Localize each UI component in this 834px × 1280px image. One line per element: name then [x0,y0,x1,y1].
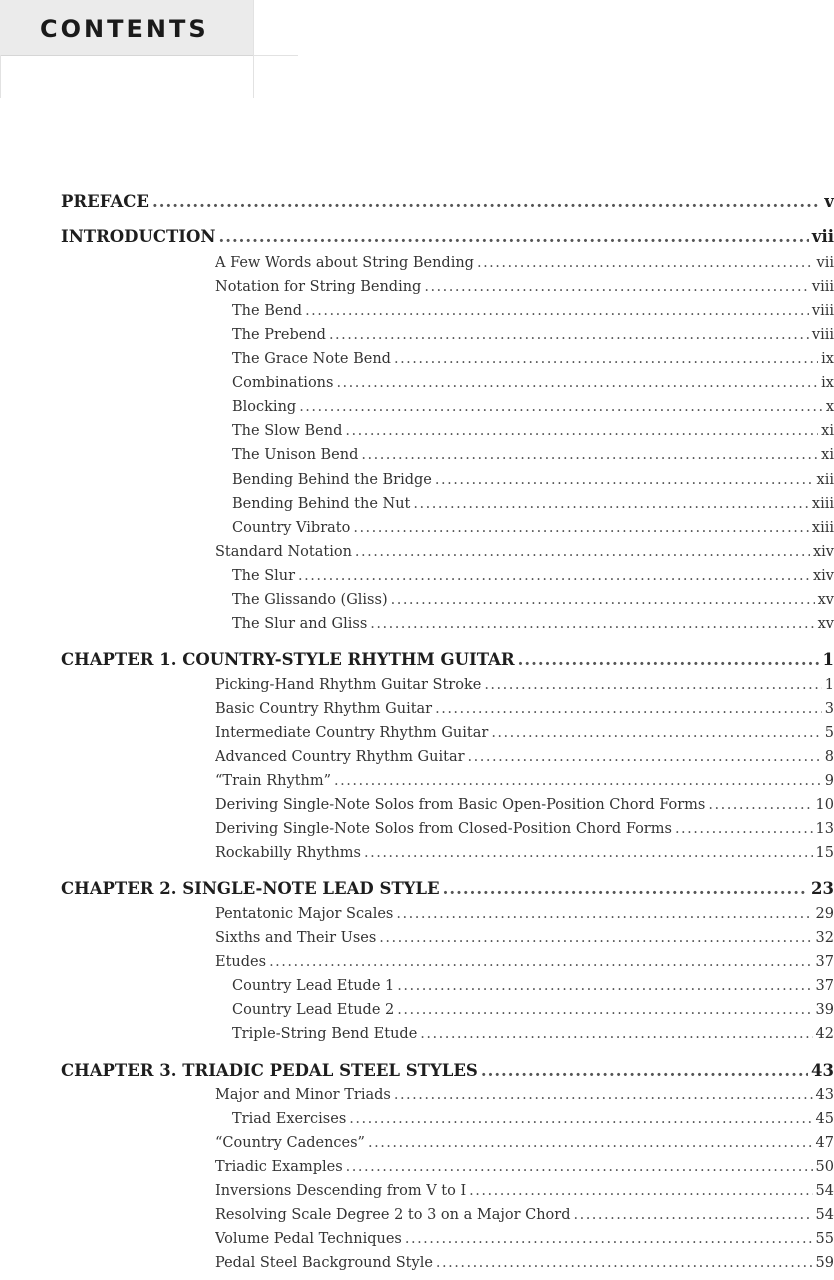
toc-entry-title: Deriving Single-Note Solos from Closed-Position Chord Forms [215,821,672,837]
toc-entry-title: Picking-Hand Rhythm Guitar Stroke [215,677,482,693]
toc-page-number: 13 [815,821,834,837]
dot-leader [518,650,820,669]
dot-leader [370,616,814,632]
dot-leader [397,1002,812,1018]
dot-leader [481,1061,808,1080]
dot-leader [299,399,823,415]
toc-page-number: 15 [815,845,834,861]
toc-entry-title: Bending Behind the Nut [232,496,411,512]
toc-entry-title: Pedal Steel Background Style [215,1255,433,1271]
toc-entry-title: INTRODUCTION [61,227,216,246]
toc-page-number: 1 [824,677,834,693]
dot-leader [361,447,818,463]
toc-page-number: 59 [815,1255,834,1271]
toc-page-number: xii [816,472,834,488]
dot-leader [435,701,822,717]
dot-leader [468,749,822,765]
toc-chapter-entry[interactable] [61,192,834,211]
toc-page-number: viii [811,327,834,343]
dot-leader [394,1087,813,1103]
toc-page-number: 47 [815,1135,834,1151]
page-title: CONTENTS [40,15,209,43]
dot-leader [484,677,821,693]
toc-section-entry[interactable] [215,821,834,837]
dot-leader [368,1135,813,1151]
toc-section-entry[interactable] [215,906,834,922]
dot-leader [336,375,818,391]
toc-page-number: 32 [815,930,834,946]
toc-entry-title: Resolving Scale Degree 2 to 3 on a Major Chord [215,1207,571,1223]
toc-entry-title: CHAPTER 2. SINGLE-NOTE LEAD STYLE [61,879,440,898]
toc-entry-title: A Few Words about String Bending [215,255,474,271]
toc-subsection-entry[interactable] [232,568,834,584]
toc-subsection-entry[interactable] [232,496,834,512]
toc-subsection-entry[interactable] [232,1026,834,1042]
toc-chapter-entry[interactable] [61,1061,834,1080]
toc-page-number: 43 [815,1087,834,1103]
toc-entry-title: The Prebend [232,327,326,343]
toc-page-number: vii [816,255,834,271]
dot-leader [364,845,813,861]
dot-leader [405,1231,813,1247]
toc-entry-title: Sixths and Their Uses [215,930,377,946]
toc-entry-title: The Slur and Gliss [232,616,368,632]
toc-entry-title: Triple-String Bend Etude [232,1026,418,1042]
toc-subsection-entry[interactable] [232,399,834,415]
toc-entry-title: Rockabilly Rhythms [215,845,361,861]
toc-page-number: ix [821,375,834,391]
toc-subsection-entry[interactable] [232,520,834,536]
toc-section-entry[interactable] [215,749,834,765]
toc-section-entry[interactable] [215,701,834,717]
toc-chapter-entry[interactable] [61,227,834,246]
toc-entry-title: The Unison Bend [232,447,359,463]
toc-page-number: 45 [815,1111,834,1127]
toc-entry-title: The Slow Bend [232,423,343,439]
toc-entry-title: PREFACE [61,192,149,211]
toc-section-entry[interactable] [215,1159,834,1175]
toc-subsection-entry[interactable] [232,447,834,463]
dot-leader [353,520,809,536]
toc-section-entry[interactable] [215,930,834,946]
toc-page-number: xiii [811,496,834,512]
toc-page-number: xv [817,616,834,632]
toc-page-number: v [824,192,834,211]
dot-leader [394,351,818,367]
toc-subsection-entry[interactable] [232,351,834,367]
toc-subsection-entry[interactable] [232,327,834,343]
toc-page-number: xiii [811,520,834,536]
toc-page-number: xi [821,423,834,439]
toc-page-number: 54 [815,1207,834,1223]
toc-entry-title: Country Lead Etude 2 [232,1002,395,1018]
toc-page-number: xi [821,447,834,463]
toc-page-number: xiv [812,568,834,584]
toc-section-entry[interactable] [215,279,834,295]
toc-section-entry[interactable] [215,1135,834,1151]
dot-leader [469,1183,812,1199]
toc-subsection-entry[interactable] [232,592,834,608]
toc-entry-title: Intermediate Country Rhythm Guitar [215,725,489,741]
dot-leader [436,1255,813,1271]
dot-leader [413,496,809,512]
dot-leader [435,472,814,488]
dot-leader [298,568,810,584]
toc-page-number: 55 [815,1231,834,1247]
toc-subsection-entry[interactable] [232,616,834,632]
toc-entry-title: Deriving Single-Note Solos from Basic Open-Position Chord Forms [215,797,706,813]
toc-subsection-entry[interactable] [232,375,834,391]
toc-section-entry[interactable] [215,845,834,861]
toc-page-number: 43 [811,1061,834,1080]
toc-subsection-entry[interactable] [232,1111,834,1127]
toc-section-entry[interactable] [215,1231,834,1247]
toc-entry-title: Basic Country Rhythm Guitar [215,701,433,717]
toc-page-number: 3 [824,701,834,717]
toc-page-number: 50 [815,1159,834,1175]
dot-leader [477,255,814,271]
dot-leader [573,1207,812,1223]
toc-entry-title: The Slur [232,568,296,584]
toc-page-number: 42 [815,1026,834,1042]
toc-section-entry[interactable] [215,725,834,741]
dot-leader [345,423,818,439]
dot-leader [269,954,812,970]
toc-page-number: 9 [824,773,834,789]
toc-entry-title: Inversions Descending from V to I [215,1183,467,1199]
toc-section-entry[interactable] [215,1183,834,1199]
toc-entry-title: The Glissando (Gliss) [232,592,388,608]
dot-leader [355,544,810,560]
toc-section-entry[interactable] [215,797,834,813]
dot-leader [334,773,822,789]
dot-leader [349,1111,812,1127]
toc-entry-title: Standard Notation [215,544,352,560]
toc-entry-title: CHAPTER 3. TRIADIC PEDAL STEEL STYLES [61,1061,478,1080]
toc-section-entry[interactable] [215,255,834,271]
dot-leader [397,978,812,994]
toc-entry-title: Country Lead Etude 1 [232,978,395,994]
toc-entry-title: Notation for String Bending [215,279,422,295]
toc-subsection-entry[interactable] [232,423,834,439]
toc-entry-title: “Train Rhythm” [215,773,332,789]
toc-subsection-entry[interactable] [232,1002,834,1018]
toc-page-number: 37 [815,978,834,994]
toc-section-entry[interactable] [215,677,834,693]
toc-page-number: viii [811,279,834,295]
toc-page-number: 29 [815,906,834,922]
toc-section-entry[interactable] [215,954,834,970]
toc-page-number: xiv [812,544,834,560]
dot-leader [379,930,812,946]
toc-section-entry[interactable] [215,544,834,560]
toc-page-number: 8 [824,749,834,765]
toc-page-number: 54 [815,1183,834,1199]
dot-leader [218,227,808,246]
toc-page-number: xv [817,592,834,608]
toc-entry-title: Pentatonic Major Scales [215,906,394,922]
toc-page-number: 23 [811,879,834,898]
toc-page-number: x [825,399,834,415]
toc-page-number: 1 [822,650,834,669]
toc-page-number: viii [811,303,834,319]
dot-leader [443,879,808,898]
toc-section-entry[interactable] [215,1087,834,1103]
toc-subsection-entry[interactable] [232,978,834,994]
toc-entry-title: Triadic Examples [215,1159,343,1175]
toc-page-number: 10 [815,797,834,813]
dot-leader [305,303,809,319]
toc-entry-title: Volume Pedal Techniques [215,1231,402,1247]
toc-entry-title: The Bend [232,303,303,319]
dot-leader [675,821,813,837]
toc-entry-title: Combinations [232,375,334,391]
dot-leader [152,192,821,211]
toc-entry-title: Etudes [215,954,267,970]
toc-section-entry[interactable] [215,1207,834,1223]
dot-leader [391,592,815,608]
toc-page-number: 39 [815,1002,834,1018]
dot-leader [424,279,809,295]
toc-page-number: 37 [815,954,834,970]
toc-entry-title: Blocking [232,399,297,415]
toc-page-number: ix [821,351,834,367]
toc-subsection-entry[interactable] [232,303,834,319]
toc-subsection-entry[interactable] [232,472,834,488]
toc-entry-title: Country Vibrato [232,520,351,536]
dot-leader [708,797,812,813]
dot-leader [420,1026,812,1042]
toc-page-number: 5 [824,725,834,741]
toc-entry-title: Advanced Country Rhythm Guitar [215,749,465,765]
toc-chapter-entry[interactable] [61,650,834,669]
toc-entry-title: Major and Minor Triads [215,1087,391,1103]
dot-leader [396,906,812,922]
toc-page-number: vii [811,227,834,246]
toc-chapter-entry[interactable] [61,879,834,898]
toc-entry-title: CHAPTER 1. COUNTRY-STYLE RHYTHM GUITAR [61,650,515,669]
dot-leader [491,725,821,741]
toc-entry-title: “Country Cadences” [215,1135,365,1151]
toc-section-entry[interactable] [215,773,834,789]
toc-section-entry[interactable] [215,1255,834,1271]
toc-entry-title: Bending Behind the Bridge [232,472,432,488]
toc-entry-title: The Grace Note Bend [232,351,391,367]
dot-leader [329,327,809,343]
toc-entry-title: Triad Exercises [232,1111,347,1127]
dot-leader [346,1159,813,1175]
